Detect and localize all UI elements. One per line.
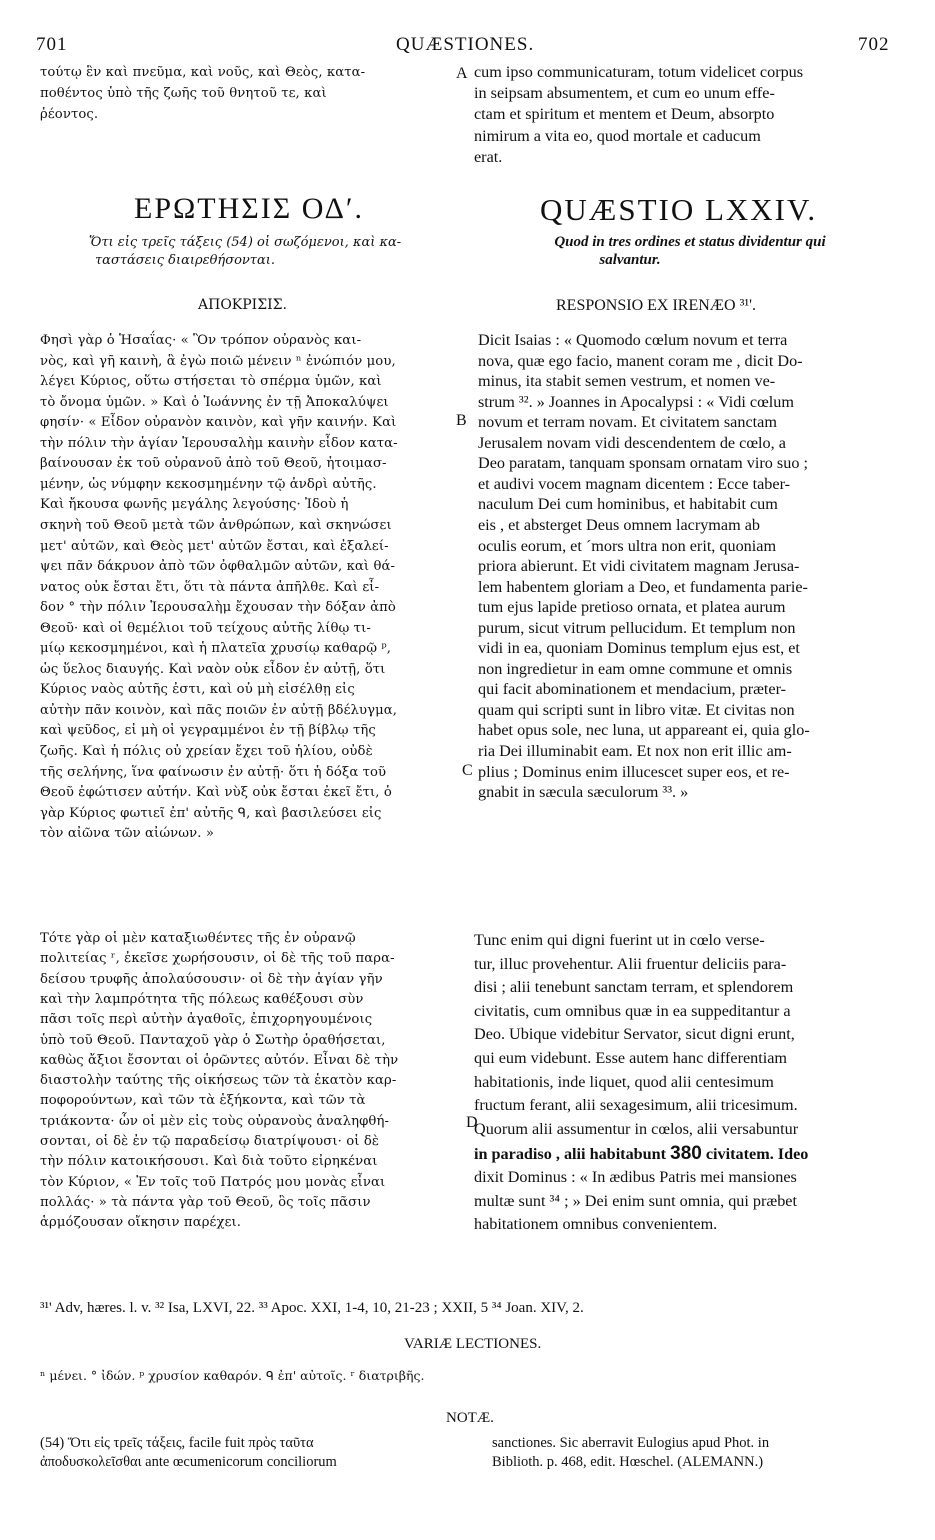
greek-line: ὑπὸ τοῦ Θεοῦ. Πανταχοῦ γὰρ ὁ Σωτὴρ ὁραθήσεται, — [40, 1032, 386, 1048]
margin-letter-a: A — [456, 65, 468, 82]
latin-line: lem habentem gloriam a Deo, et fundamenta parie- — [478, 577, 808, 596]
latin-line: vidi in ea, quoniam Dominus templum ejus est, et — [478, 639, 800, 658]
latin-line: Jerusalem novam vidi descendentem de cœlo, a — [478, 433, 786, 452]
latin-line: nimirum a vita eo, quod mortale et caducum — [474, 126, 761, 145]
greek-line: ἁρμόζουσαν οἴκησιν παρέχει. — [40, 1215, 242, 1231]
greek-question-subtitle-2: ταστάσεις διαιρεθήσονται. — [94, 253, 275, 268]
latin-line: Quorum alii assumentur in cœlos, alii versabuntur — [474, 1119, 799, 1138]
notae-line: sanctiones. Sic aberravit Eulogius apud Phot. in — [492, 1435, 770, 1451]
latin-line: ria Dei illuminabit eam. Et nox non erit illic am- — [478, 742, 792, 760]
latin-question-subtitle-2: salvantur. — [599, 252, 661, 268]
greek-line: ζωῆς. Καὶ ἡ πόλις οὐ χρείαν ἔχει τοῦ ἡλίου, οὐδὲ — [40, 744, 373, 759]
greek-line: τὸ ὄνομα ὑμῶν. » Καὶ ὁ Ἰωάννης ἐν τῇ Ἀποκαλύψει — [40, 394, 389, 410]
greek-line: τούτῳ ἓν καὶ πνεῦμα, καὶ νοῦς, καὶ Θεὸς, κατα- — [40, 65, 366, 80]
greek-line: μένην, ὡς νύμφην κεκοσμημένην τῷ ἀνδρὶ αὐτῆς. — [40, 476, 377, 492]
greek-line: τριάκοντα· ὧν οἱ μὲν εἰς τοὺς οὐρανοὺς ἀναληφθή- — [40, 1113, 390, 1129]
notae-line: Biblioth. p. 468, edit. Hœschel. (ALEMANN.) — [492, 1454, 764, 1470]
latin-line: novum et terram novam. Et civitatem sanctam — [478, 413, 777, 432]
latin-question-subtitle-1: Quod in tres ordines et status dividentur qui — [554, 234, 826, 250]
latin-line: multæ sunt ³⁴ ; » Dei enim sunt omnia, qui præbet — [474, 1191, 797, 1210]
latin-line: Tunc enim qui digni fuerint ut in cœlo verse- — [474, 931, 765, 949]
greek-line: πολλάς· » τὰ πάντα γὰρ τοῦ Θεοῦ, ὃς τοῖς πᾶσιν — [40, 1194, 371, 1210]
latin-line: plius ; Dominus enim illucescet super eos, et re- — [478, 762, 790, 781]
latin-line: Deo. Ubique videbitur Servator, sicut digni erunt, — [474, 1025, 795, 1044]
greek-line: Καὶ ἤκουσα φωνῆς μεγάλης λεγούσης· Ἰδοὺ ἡ — [40, 497, 349, 513]
greek-question-subtitle-1: Ὅτι εἰς τρεῖς τάξεις (54) οἱ σωζόμενοι, καὶ κα- — [88, 235, 402, 250]
latin-line-text: in paradiso , alii habitabunt — [474, 1145, 671, 1163]
margin-letter-b: B — [456, 412, 467, 429]
latin-line: eis , et absterget Deus omnem lacrymam ab — [478, 515, 760, 534]
greek-line: ποθέντος ὑπὸ τῆς ζωῆς τοῦ θνητοῦ τε, καὶ — [40, 85, 327, 101]
latin-line: disi ; alii tenebunt sanctam terram, et splendorem — [474, 978, 794, 997]
latin-column-number-line — [474, 1144, 808, 1164]
latin-answer-heading: RESPONSIO EX IRENÆO ³¹'. — [556, 297, 757, 314]
page-number-left: 701 — [36, 34, 68, 55]
greek-line: τῆς σελήνης, ἵνα φαίνωσιν ἐν αὐτῇ· ὅτι ἡ δόξα τοῦ — [40, 764, 387, 780]
latin-line-text: civitatem. Ideo — [701, 1145, 809, 1163]
greek-line: γὰρ Κύριος φωτιεῖ ἐπ' αὐτῆς ᑫ, καὶ βασιλεύσει εἰς — [40, 805, 382, 821]
latin-line: erat. — [474, 147, 503, 166]
greek-line: δείσου τρυφῆς ἀπολαύσουσιν· οἱ δὲ τὴν ἁγίαν γῆν — [40, 971, 383, 987]
latin-line: non ingredietur in eam omne commune et omnis — [478, 659, 793, 678]
greek-line: πολιτείας ʳ, ἐκεῖσε χωρήσουσιν, οἱ δὲ τῆς τοῦ παρα- — [40, 951, 395, 967]
latin-line: strum ³². » Joannes in Apocalypsi : « Vidi cœlum — [478, 392, 794, 411]
greek-line: ψει πᾶν δάκρυον ἀπὸ τῶν ὀφθαλμῶν αὐτῶν, καὶ θά- — [40, 559, 396, 575]
latin-line: habet opus sole, nec luna, ut appareant ei, quia glo- — [478, 721, 810, 740]
latin-line: qui facit abominationem et mendacium, præter- — [478, 680, 787, 699]
greek-line: δον ° τὴν πόλιν Ἱερουσαλὴμ ἔχουσαν τὴν δόξαν ἀπὸ — [40, 600, 396, 616]
notae-title: NOTÆ. — [446, 1410, 494, 1426]
latin-line: fructum ferant, alii sexagesimum, alii tricesimum. — [474, 1096, 798, 1115]
latin-line: dixit Dominus : « In ædibus Patris mei mansiones — [474, 1168, 797, 1186]
latin-line: et audivi vocem magnam dicentem : Ecce taber- — [478, 474, 791, 493]
latin-line: civitatis, cum omnibus quæ in ea suppeditantur a — [474, 1001, 791, 1020]
greek-line: καὶ ψεῦδος, εἰ μὴ οἱ γεγραμμένοι ἐν τῇ βίβλῳ τῆς — [40, 723, 376, 739]
greek-line: μετ' αὐτῶν, καὶ Θεὸς μετ' αὐτῶν ἔσται, καὶ ἐξαλεί- — [40, 538, 389, 554]
greek-line: ποφορούντων, καὶ τῶν τὰ ἑξήκοντα, καὶ τῶν τὰ — [40, 1093, 366, 1109]
latin-line: habitationem omnibus convenientem. — [474, 1215, 718, 1234]
greek-line: φησίν· « Εἶδον οὐρανὸν καινὸν, καὶ γῆν καινήν. Καὶ — [40, 415, 397, 431]
latin-line: gnabit in sæcula sæculorum ³³. » — [478, 783, 689, 802]
greek-line: τὴν πόλιν τὴν ἁγίαν Ἱερουσαλὴμ καινὴν εἶδον κατα- — [40, 435, 398, 451]
greek-line: ῥέοντος. — [40, 106, 99, 122]
greek-line: μίῳ κεκοσμημένοι, καὶ ἡ πλατεῖα χρυσίῳ καθαρῷ ᵖ, — [40, 641, 392, 657]
greek-line: Θεοῦ ἐφώτισεν αὐτήν. Καὶ νὺξ οὐκ ἔσται ἐκεῖ ἔτι, ὁ — [40, 785, 392, 801]
latin-line: Dicit Isaias : « Quomodo cœlum novum et terra — [478, 331, 788, 349]
latin-line: naculum Dei cum hominibus, et habitabit cum — [478, 495, 778, 514]
greek-line: τὸν Κύριον, « Ἐν τοῖς τοῦ Πατρός μου μονὰς εἶναι — [40, 1174, 386, 1190]
greek-line: Φησὶ γὰρ ὁ Ἡσαΐας· « Ὃν τρόπον οὐρανὸς και- — [40, 333, 362, 348]
variae-title: VARIÆ LECTIONES. — [404, 1336, 542, 1352]
greek-line: λέγει Κύριος, οὕτω στήσεται τὸ σπέρμα ὑμῶν, καὶ — [40, 374, 382, 390]
margin-letter-c: C — [462, 762, 473, 779]
page-number-right: 702 — [858, 34, 890, 55]
greek-line: αὐτὴν πᾶν κοινὸν, καὶ πᾶς ποιῶν ἐν αὐτῇ βδέλυγμα, — [40, 702, 398, 718]
notae-line: (54) Ὅτι εἰς τρεῖς τάξεις, facile fuit πρὸς ταῦτα — [40, 1435, 314, 1451]
margin-letter-d: D — [466, 1114, 478, 1131]
greek-line: σκηνὴ τοῦ Θεοῦ μετὰ τῶν ἀνθρώπων, καὶ σκηνώσει — [40, 517, 392, 533]
greek-answer-heading: ΑΠΟΚΡΙΣΙΣ. — [198, 297, 287, 313]
greek-line: τὴν πόλιν κατοικήσουσι. Καὶ διὰ τοῦτο εἰρηκέναι — [40, 1154, 378, 1170]
greek-question-title: ΕΡΩΤΗΣΙΣ ΟΔʹ. — [134, 192, 364, 225]
latin-line: cum ipso communicaturam, totum videlicet corpus — [474, 63, 804, 81]
greek-line: καὶ τὴν λαμπρότητα τῆς πόλεως καθέξουσι σὺν — [40, 991, 364, 1007]
latin-line: Deo paratam, tanquam sponsam ornatam viro suo ; — [478, 454, 808, 473]
greek-line: Κύριος ναὸς αὐτῆς ἐστι, καὶ οὐ μὴ εἰσέλθῃ εἰς — [40, 682, 355, 698]
column-number: 380 — [670, 1143, 702, 1164]
greek-line: νατος οὐκ ἔσται ἔτι, ὅτι τὰ πάντα ἀπῆλθε. Καὶ εἶ- — [40, 579, 380, 595]
latin-question-title: QUÆSTIO LXXIV. — [540, 192, 818, 227]
greek-line: σονται, οἱ δὲ ἐν τῷ παραδείσῳ διατρίψουσι· οἱ δὲ — [40, 1134, 380, 1149]
greek-line: διαστολὴν ταύτης τῆς οἰκήσεως τῶν τὰ ἑκατὸν καρ- — [40, 1073, 397, 1089]
latin-line: qui eum videbunt. Esse autem hanc differentiam — [474, 1049, 788, 1067]
latin-line: habitationis, inde liquet, quod alii centesimum — [474, 1072, 774, 1091]
running-title: QUÆSTIONES. — [396, 34, 535, 55]
latin-line: quam qui scripti sunt in libro vitæ. Et civitas non — [478, 700, 795, 719]
greek-line: νὸς, καὶ γῆ καινὴ, ἃ ἐγὼ ποιῶ μένειν ⁿ ἐνώπιόν μου, — [40, 353, 396, 369]
latin-line: purum, sicut vitrum pellucidum. Et templum non — [478, 618, 796, 637]
greek-line: καθὼς ἄξιοι ἔσονται οἱ ὁρῶντες αὐτόν. Εἶναι δὲ τὴν — [40, 1052, 399, 1068]
latin-line: priora abierunt. Et vidi civitatem magnam Jerusa- — [478, 557, 800, 576]
latin-line: tum ejus lapide pretioso ornata, et platea aurum — [478, 598, 786, 617]
greek-line: ὡς ὕελος διαυγής. Καὶ ναὸν οὐκ εἶδον ἐν αὐτῇ, ὅτι — [40, 661, 386, 677]
greek-line: Θεοῦ· καὶ οἱ θεμέλιοι τοῦ τείχους αὐτῆς λίθῳ τι- — [40, 620, 371, 636]
notae-line: ἀποδυσκολεῖσθαι ante œcumenicorum conciliorum — [40, 1454, 337, 1470]
greek-line: Τότε γὰρ οἱ μὲν καταξιωθέντες τῆς ἐν οὐρανῷ — [40, 931, 356, 946]
greek-line: πᾶσι τοῖς περὶ αὐτὴν ἀγαθοῖς, ἐπιχορηγουμένοις — [40, 1012, 373, 1028]
greek-line: βαίνουσαν ἐκ τοῦ οὐρανοῦ ἀπὸ τοῦ Θεοῦ, ἡτοιμασ- — [40, 456, 387, 472]
latin-line: minus, ita stabit semen vestrum, et nomen ve- — [478, 372, 776, 391]
latin-line: ctam et spiritum et mentem et Deum, absorpto — [474, 105, 775, 124]
latin-line: oculis eorum, et ˊmors ultra non erit, quoniam — [478, 536, 777, 555]
latin-line: tur, illuc provehentur. Alii fruentur deliciis para- — [474, 954, 787, 973]
variae-lectiones: ⁿ μένει. ° ἰδών. ᵖ χρυσίον καθαρόν. ᑫ ἐπ' αὐτοῖς. ʳ διατριβῆς. — [40, 1368, 425, 1383]
latin-line: in seipsam absumentem, et cum eo unum effe- — [474, 84, 775, 103]
greek-line: τὸν αἰῶνα τῶν αἰώνων. » — [40, 826, 215, 842]
latin-line: nova, quæ ego facio, manent coram me , dicit Do- — [478, 351, 803, 370]
footnote-references: ³¹' Adv, hæres. l. v. ³² Isa, LXVI, 22. ³³ Apoc. XXI, 1-4, 10, 21-23 ; XXII, 5 ³⁴ Joan. XIV, 2. — [40, 1300, 584, 1316]
